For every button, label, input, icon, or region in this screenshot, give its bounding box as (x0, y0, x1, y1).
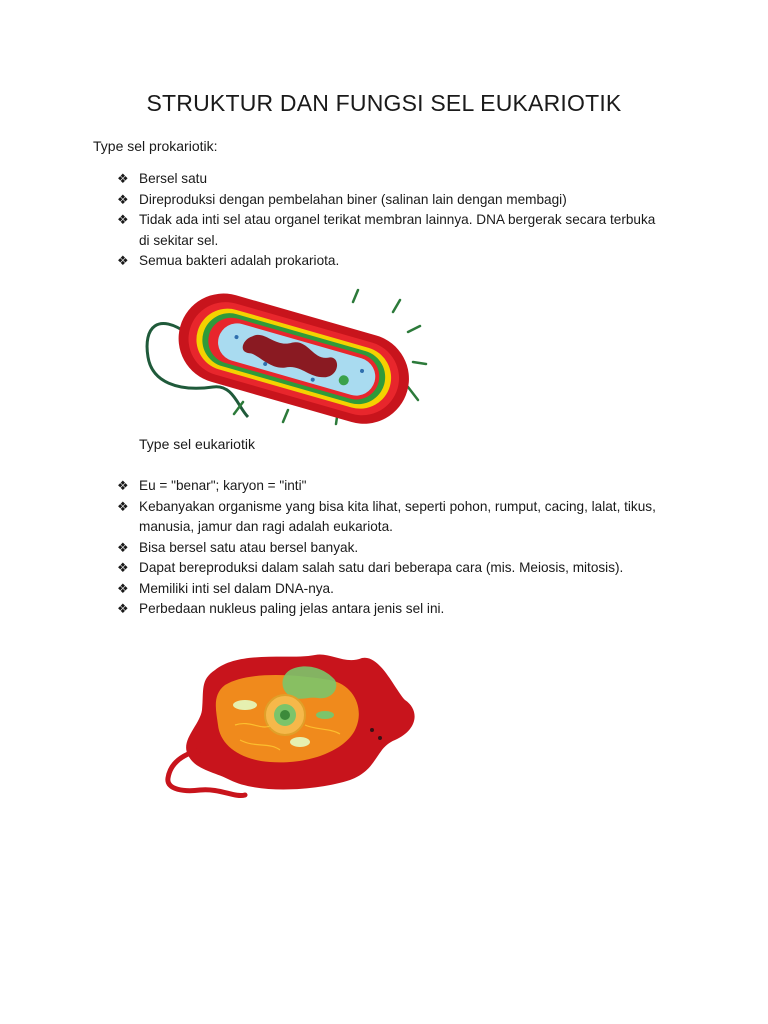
list-item-text: Perbedaan nukleus paling jelas antara jenis sel ini. (139, 601, 445, 616)
list-item-text: Tidak ada inti sel atau organel terikat membran lainnya. DNA bergerak secara terbuka di sekitar sel. (139, 212, 656, 248)
list-item (117, 497, 657, 538)
diamond-bullet-icon: ❖ (117, 191, 129, 207)
diamond-bullet-icon: ❖ (117, 560, 129, 575)
list-item-text: Memiliki inti sel dalam DNA-nya. (139, 580, 334, 596)
list-item-text: Direproduksi dengan pembelahan biner (salinan lain dengan membagi) (139, 191, 567, 207)
list-item-text: Eu = "benar"; karyon = "inti" (139, 478, 307, 493)
list-item-text: Bisa bersel satu atau bersel banyak. (139, 539, 359, 555)
diamond-bullet-icon: ❖ (117, 212, 129, 227)
diamond-bullet-icon: ❖ (117, 253, 129, 268)
diamond-bullet-icon: ❖ (117, 539, 129, 555)
list-item (117, 476, 657, 497)
page-title: STRUKTUR DAN FUNGSI SEL EUKARIOTIK (146, 90, 622, 116)
diamond-bullet-icon: ❖ (117, 580, 129, 596)
diamond-bullet-icon: ❖ (117, 171, 129, 186)
list-item-text: Kebanyakan organisme yang bisa kita lihat, seperti pohon, rumput, cacing, lalat, tikus, manusia, jamur dan ragi adalah eukariota. (139, 498, 656, 534)
list-item-text: Dapat bereproduksi dalam salah satu dari beberapa cara (mis. Meiosis, mitosis). (139, 560, 624, 575)
prokaryote-intro: Type sel prokariotik: (93, 138, 218, 154)
list-item (117, 210, 657, 251)
list-item (117, 599, 657, 620)
diamond-bullet-icon: ❖ (117, 601, 129, 616)
diamond-bullet-icon: ❖ (117, 498, 129, 514)
list-item (117, 251, 657, 272)
eukaryote-list (117, 476, 657, 620)
list-item (117, 169, 657, 190)
list-item (117, 558, 657, 579)
eukaryote-cell-illustration (140, 630, 430, 810)
eukaryote-heading: Type sel eukariotik (139, 436, 255, 452)
list-item (117, 190, 657, 211)
diamond-bullet-icon: ❖ (117, 478, 129, 493)
list-item-text: Semua bakteri adalah prokariota. (139, 253, 340, 268)
list-item-text: Bersel satu (139, 171, 208, 186)
prokaryote-list (117, 169, 657, 272)
list-item (117, 538, 657, 559)
list-item (117, 579, 657, 600)
prokaryote-cell-illustration (138, 282, 428, 432)
